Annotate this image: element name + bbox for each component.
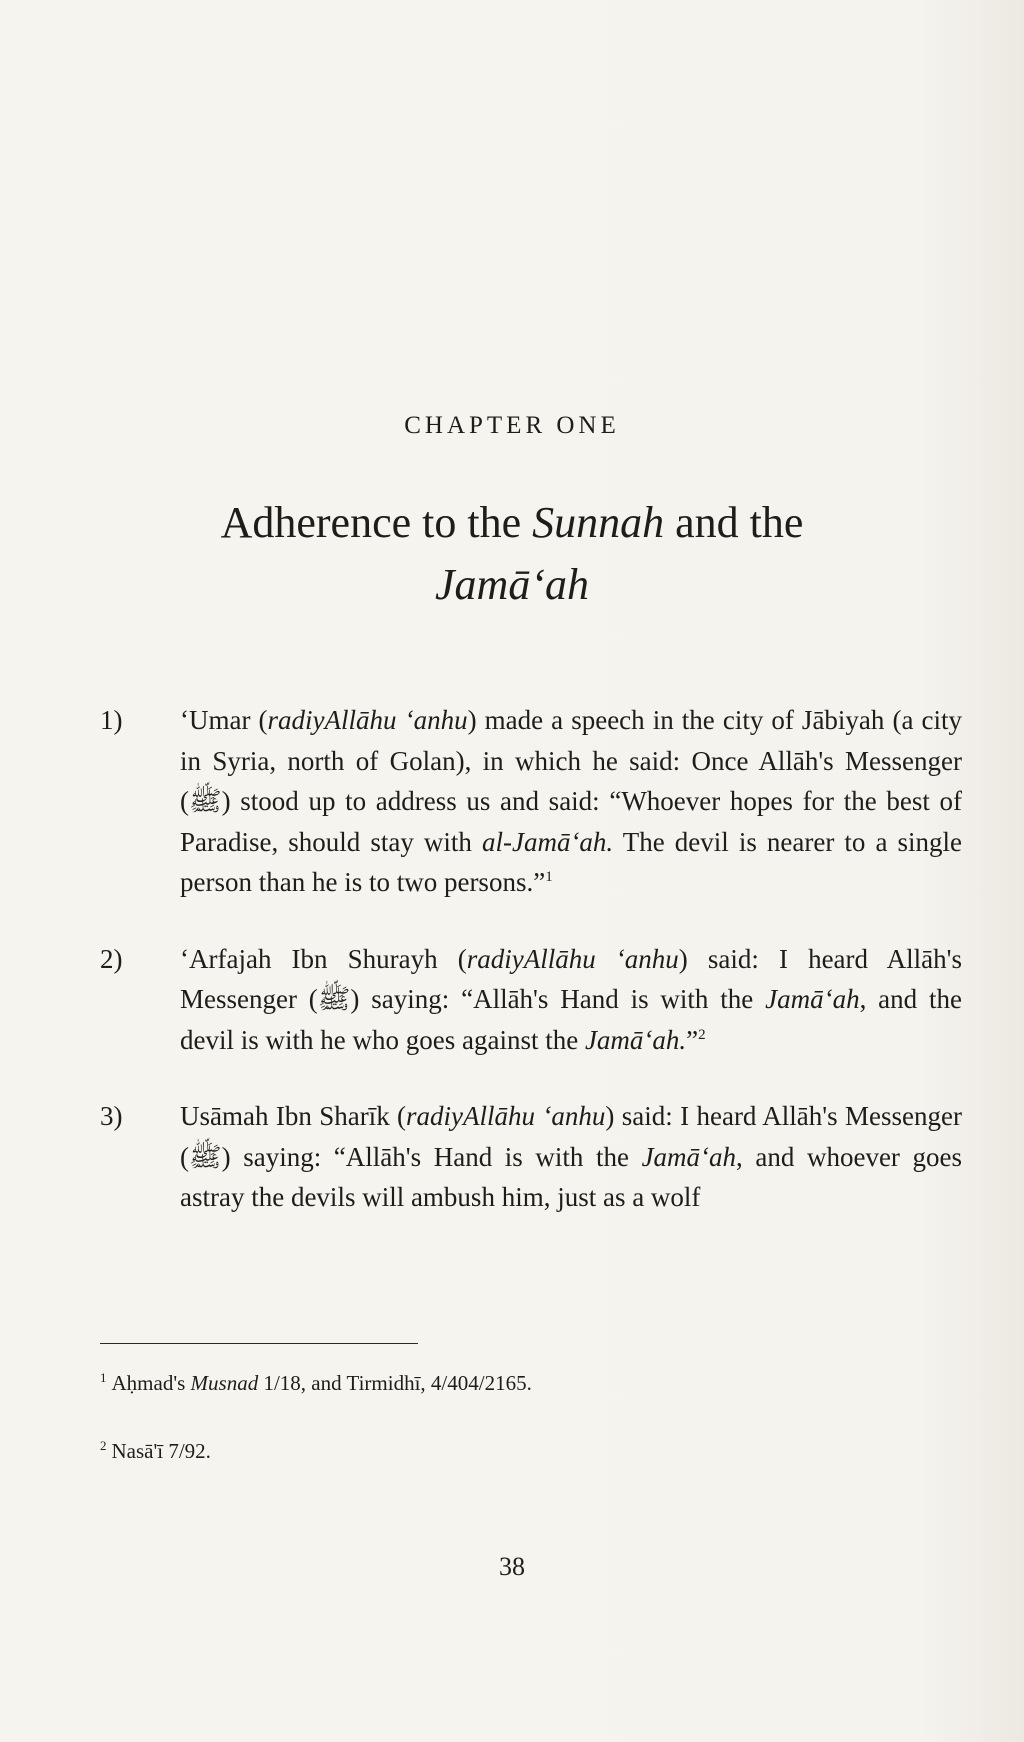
- footnote-ref: 2: [698, 1026, 706, 1043]
- footnote-number: 2: [100, 1438, 107, 1453]
- list-item: [100, 1096, 968, 1218]
- text-run: 1/18, and Tirmidhī, 4/404/2165.: [258, 1371, 532, 1395]
- footnote-divider: [100, 1343, 418, 1344]
- footnote: [100, 1369, 900, 1397]
- text-run: Nasā'ī 7/92.: [111, 1439, 211, 1463]
- hadith-list: [100, 700, 968, 1254]
- item-number: 2): [100, 943, 123, 974]
- title-italic-sunnah: Sunnah: [532, 498, 665, 547]
- text-run: , and the devil is with he who goes against the: [180, 984, 962, 1055]
- italic-run: radiyAllāhu ‘anhu: [406, 1101, 606, 1131]
- text-run: Aḥmad's: [111, 1371, 191, 1395]
- text-run: , and whoever goes astray the devils will ambush him, just as a wolf: [180, 1141, 962, 1212]
- list-item: [100, 700, 968, 903]
- page-number: 38: [499, 1552, 525, 1581]
- footnote-ref: 1: [545, 869, 553, 885]
- italic-run: Jamā‘ah: [641, 1141, 737, 1172]
- item-number: 1): [100, 705, 123, 735]
- title-italic-jamaah: Jamā‘ah: [435, 560, 589, 609]
- list-item: [100, 939, 968, 1061]
- text-run: ‘Arfajah Ibn Shurayh (: [180, 943, 467, 974]
- item-text: [180, 939, 962, 1061]
- item-text: [180, 1096, 962, 1218]
- italic-run: radiyAllāhu ‘anhu: [466, 943, 679, 974]
- item-text: [180, 700, 962, 903]
- chapter-label: CHAPTER ONE: [404, 412, 620, 439]
- footnote-number: 1: [100, 1370, 107, 1385]
- title-text: Adherence to the: [220, 498, 533, 547]
- italic-run: radiyAllāhu ‘anhu: [267, 705, 468, 735]
- italic-run: al-Jamā‘ah.: [481, 826, 614, 857]
- italic-run: Musnad: [190, 1371, 259, 1395]
- footnote: [100, 1437, 900, 1465]
- text-run: ”: [686, 1024, 699, 1055]
- item-number: 3): [100, 1101, 123, 1131]
- chapter-title: [150, 492, 874, 616]
- title-text: and the: [664, 498, 804, 547]
- italic-run: Jamā‘ah.: [584, 1024, 687, 1055]
- text-run: ) made a speech in the city of Jābiyah (a city in Syria, north of Golan), in which he said: Once Allāh's Messenger (ﷺ) stood up to address us and said: “Whoever hopes for the best of Paradise, should stay with: [180, 705, 962, 857]
- text-run: ) said: I heard Allāh's Messenger (ﷺ) saying: “Allāh's Hand is with the: [180, 1101, 962, 1172]
- text-run: The devil is nearer to a single person than he is to two persons.”: [180, 826, 962, 897]
- text-run: ) said: I heard Allāh's Messenger (ﷺ) saying: “Allāh's Hand is with the: [180, 943, 962, 1014]
- text-run: ‘Umar (: [180, 705, 268, 735]
- italic-run: Jamā‘ah: [765, 984, 860, 1014]
- text-run: Usāmah Ibn Sharīk (: [180, 1101, 407, 1131]
